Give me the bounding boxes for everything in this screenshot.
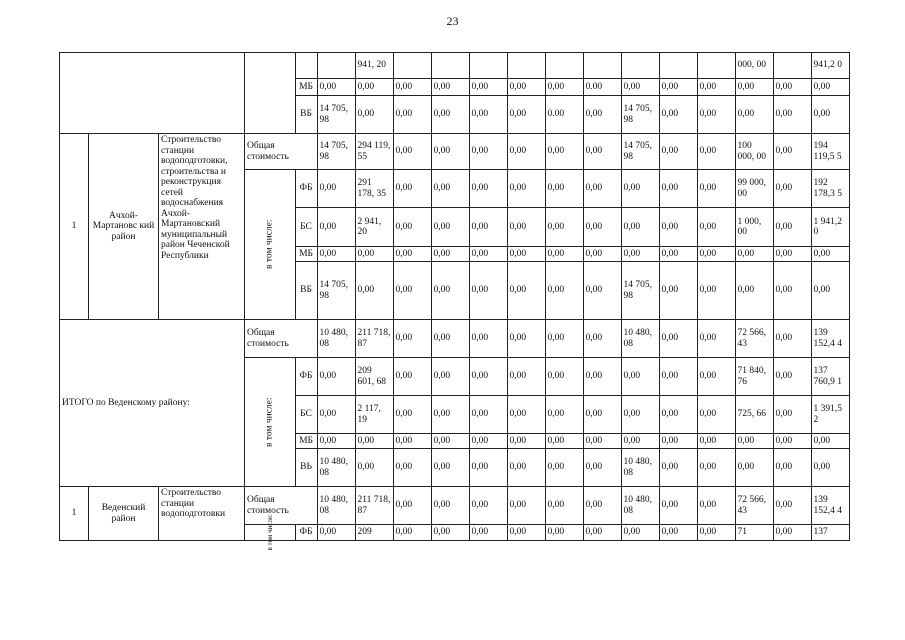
fund-label: МБ bbox=[295, 247, 317, 262]
value-cell: 0,00 bbox=[545, 247, 583, 262]
value-cell: 0,00 bbox=[393, 449, 431, 487]
value-cell bbox=[317, 53, 355, 79]
value-cell: 72 566, 43 bbox=[735, 320, 773, 358]
fund-label: БС bbox=[295, 208, 317, 247]
value-cell: 0,00 bbox=[659, 262, 697, 320]
value-cell: 0,00 bbox=[469, 96, 507, 134]
value-cell: 0,00 bbox=[545, 320, 583, 358]
district-name: Веденский район bbox=[89, 487, 159, 541]
value-cell: 0.00 bbox=[545, 96, 583, 134]
blank-cell bbox=[60, 53, 245, 134]
value-cell: 0,00 bbox=[507, 396, 545, 434]
value-cell: 0,00 bbox=[773, 396, 811, 434]
value-cell: 0,00 bbox=[697, 396, 735, 434]
fund-label: МБ bbox=[295, 79, 317, 96]
value-cell: 0,00 bbox=[507, 262, 545, 320]
value-cell: 0,00 bbox=[355, 96, 393, 134]
value-cell: 0,00 bbox=[621, 525, 659, 541]
value-cell: 0,00 bbox=[393, 96, 431, 134]
total-cost-label: Общая стоимость bbox=[245, 134, 318, 170]
value-cell: 0,00 bbox=[507, 79, 545, 96]
value-cell: 0,00 bbox=[697, 434, 735, 449]
value-cell: 0,00 bbox=[317, 79, 355, 96]
value-cell: 0,00 bbox=[393, 396, 431, 434]
value-cell: 0,00 bbox=[583, 170, 621, 208]
value-cell: 1 391,5 2 bbox=[811, 396, 849, 434]
value-cell: 0,00 bbox=[697, 358, 735, 396]
value-cell: 211 718, 87 bbox=[355, 487, 393, 525]
value-cell: 0.00 bbox=[583, 79, 621, 96]
value-cell: 0,00 bbox=[659, 396, 697, 434]
value-cell: 0,00 bbox=[811, 434, 849, 449]
value-cell: 0,00 bbox=[773, 79, 811, 96]
value-cell: 0,00 bbox=[431, 487, 469, 525]
value-cell: 0,00 bbox=[469, 170, 507, 208]
value-cell: 294 119, 55 bbox=[355, 134, 393, 170]
fund-label: ФБ bbox=[295, 358, 317, 396]
value-cell: 0,00 bbox=[393, 320, 431, 358]
value-cell: 0,00 bbox=[469, 79, 507, 96]
budget-table bbox=[59, 52, 850, 551]
in-that-number-text: в том числе: bbox=[264, 397, 275, 447]
value-cell: 0,00 bbox=[545, 396, 583, 434]
value-cell: 0,00 bbox=[431, 262, 469, 320]
value-cell: 0,00 bbox=[773, 358, 811, 396]
value-cell: 0,00 bbox=[697, 96, 735, 134]
value-cell: 0,00 bbox=[469, 262, 507, 320]
value-cell: 0,00 bbox=[545, 79, 583, 96]
value-cell: 71 840, 76 bbox=[735, 358, 773, 396]
value-cell: 0,00 bbox=[659, 247, 697, 262]
value-cell: 0,00 bbox=[545, 170, 583, 208]
value-cell: 2 117, 19 bbox=[355, 396, 393, 434]
value-cell: 0,00 bbox=[393, 79, 431, 96]
value-cell: 0,00 bbox=[317, 358, 355, 396]
value-cell: 0,00 bbox=[583, 262, 621, 320]
value-cell: 14 705, 98 bbox=[621, 134, 659, 170]
value-cell: 0,00 bbox=[773, 525, 811, 541]
total-cost-label: Общая стоимость bbox=[245, 320, 318, 358]
value-cell: 0,00 bbox=[431, 525, 469, 541]
value-cell: 0,00 bbox=[317, 525, 355, 541]
value-cell: 192 178,3 5 bbox=[811, 170, 849, 208]
value-cell bbox=[507, 53, 545, 79]
value-cell: 0,00 bbox=[583, 208, 621, 247]
value-cell: 0,00 bbox=[773, 247, 811, 262]
value-cell: 10 480, 08 bbox=[621, 449, 659, 487]
value-cell: 209 bbox=[355, 525, 393, 541]
value-cell: 0,00 bbox=[507, 449, 545, 487]
table-row bbox=[60, 320, 850, 358]
fund-label: ФБ bbox=[295, 525, 317, 541]
value-cell: 0,00 bbox=[545, 487, 583, 525]
value-cell: 0,00 bbox=[697, 170, 735, 208]
district-name: Ачхой-Мартановс кий район bbox=[89, 134, 159, 320]
value-cell: 0,00 bbox=[507, 358, 545, 396]
value-cell: 0,00 bbox=[697, 208, 735, 247]
value-cell: 0,00 bbox=[659, 449, 697, 487]
value-cell: 0,00 bbox=[735, 262, 773, 320]
value-cell: 0,00 bbox=[431, 358, 469, 396]
value-cell bbox=[583, 53, 621, 79]
value-cell: 100 000, 00 bbox=[735, 134, 773, 170]
value-cell: 0,00 bbox=[355, 262, 393, 320]
value-cell: 0,00 bbox=[545, 208, 583, 247]
value-cell: 291 178, 35 bbox=[355, 170, 393, 208]
value-cell: 0,00 bbox=[621, 79, 659, 96]
value-cell: 0,00 bbox=[583, 320, 621, 358]
value-cell: 941, 20 bbox=[355, 53, 393, 79]
in-that-number-label bbox=[245, 514, 296, 551]
value-cell: 0,00 bbox=[773, 320, 811, 358]
fund-label: МБ bbox=[295, 434, 317, 449]
value-cell: 0,00 bbox=[583, 96, 621, 134]
value-cell: 0,00 bbox=[393, 434, 431, 449]
value-cell: 71 bbox=[735, 525, 773, 541]
value-cell: 0,00 bbox=[507, 134, 545, 170]
value-cell: 0,00 bbox=[697, 247, 735, 262]
value-cell: 0,00 bbox=[735, 96, 773, 134]
value-cell: 0,00 bbox=[659, 358, 697, 396]
fund-label: ВБ bbox=[295, 262, 317, 320]
value-cell: 0,00 bbox=[773, 262, 811, 320]
value-cell: 0,00 bbox=[697, 320, 735, 358]
value-cell: 0,00 bbox=[583, 134, 621, 170]
value-cell: 0,00 bbox=[659, 525, 697, 541]
value-cell: 10 480, 08 bbox=[317, 487, 355, 525]
fund-label: ВЬ bbox=[295, 449, 317, 487]
value-cell: 0,00 bbox=[355, 449, 393, 487]
value-cell: 0,00 bbox=[317, 434, 355, 449]
value-cell: 0,00 bbox=[583, 396, 621, 434]
value-cell: 0,00 bbox=[317, 247, 355, 262]
value-cell: 0,00 bbox=[659, 320, 697, 358]
value-cell: 0,00 bbox=[545, 358, 583, 396]
value-cell: 0,00 bbox=[545, 525, 583, 541]
value-cell: 0,00 bbox=[431, 96, 469, 134]
in-that-number-label bbox=[245, 170, 296, 320]
value-cell: 10 480, 08 bbox=[317, 449, 355, 487]
value-cell bbox=[697, 53, 735, 79]
value-cell: 10 480, 08 bbox=[621, 487, 659, 525]
value-cell: 0,00 bbox=[507, 247, 545, 262]
value-cell: 139 152,4 4 bbox=[811, 487, 849, 525]
value-cell: 0,00 bbox=[431, 79, 469, 96]
value-cell: 0,00 bbox=[393, 525, 431, 541]
value-cell: 0,00 bbox=[355, 434, 393, 449]
value-cell: 0,00 bbox=[393, 262, 431, 320]
value-cell: 209 601, 68 bbox=[355, 358, 393, 396]
value-cell: 0,00 bbox=[545, 434, 583, 449]
value-cell: 0,00 bbox=[431, 208, 469, 247]
value-cell: 0,00 bbox=[469, 358, 507, 396]
value-cell: 0,00 bbox=[773, 170, 811, 208]
value-cell bbox=[431, 53, 469, 79]
value-cell: 0,00 bbox=[621, 396, 659, 434]
value-cell: 0,00 bbox=[773, 208, 811, 247]
fund-label: ФБ bbox=[295, 170, 317, 208]
value-cell: 0,00 bbox=[507, 208, 545, 247]
value-cell: 1 941,2 0 bbox=[811, 208, 849, 247]
value-cell: 0,00 bbox=[621, 208, 659, 247]
value-cell: 0,00 bbox=[659, 79, 697, 96]
value-cell: 14 705, 98 bbox=[621, 96, 659, 134]
value-cell: 0,00 bbox=[393, 208, 431, 247]
value-cell: 0,00 bbox=[697, 134, 735, 170]
value-cell: 0,00 bbox=[393, 134, 431, 170]
value-cell: 0,00 bbox=[469, 525, 507, 541]
value-cell: 0,00 bbox=[469, 208, 507, 247]
value-cell: 0,00 bbox=[811, 96, 849, 134]
value-cell: 0,00 bbox=[507, 434, 545, 449]
value-cell: 0,00 bbox=[469, 487, 507, 525]
value-cell: 0,00 bbox=[697, 525, 735, 541]
value-cell: 0,00 bbox=[773, 487, 811, 525]
value-cell: 0,00 bbox=[773, 434, 811, 449]
value-cell: 0,00 bbox=[507, 96, 545, 134]
value-cell: 2 941, 20 bbox=[355, 208, 393, 247]
value-cell: 0,00 bbox=[811, 79, 849, 96]
value-cell: 0,00 bbox=[431, 247, 469, 262]
value-cell: 000, 00 bbox=[735, 53, 773, 79]
value-cell bbox=[393, 53, 431, 79]
value-cell: 0,00 bbox=[659, 208, 697, 247]
row-number: 1 bbox=[60, 487, 89, 541]
row-number: 1 bbox=[60, 134, 89, 320]
in-that-number-text: в том числе: bbox=[264, 219, 275, 270]
value-cell: 211 718, 87 bbox=[355, 320, 393, 358]
value-cell: 0,00 bbox=[583, 358, 621, 396]
value-cell: 0,00 bbox=[355, 247, 393, 262]
value-cell: 1 000, 00 bbox=[735, 208, 773, 247]
value-cell: 0,00 bbox=[469, 449, 507, 487]
blank-cell bbox=[295, 53, 317, 79]
value-cell: 0,00 bbox=[659, 487, 697, 525]
value-cell: 0,00 bbox=[469, 134, 507, 170]
value-cell: 139 152,4 4 bbox=[811, 320, 849, 358]
value-cell: 0,00 bbox=[735, 79, 773, 96]
value-cell: 0,00 bbox=[431, 170, 469, 208]
value-cell: 0,00 bbox=[583, 449, 621, 487]
fund-label: БС bbox=[295, 396, 317, 434]
value-cell: 0,00 bbox=[583, 247, 621, 262]
value-cell: 194 119,5 5 bbox=[811, 134, 849, 170]
value-cell: 0,00 bbox=[621, 247, 659, 262]
value-cell bbox=[773, 53, 811, 79]
value-cell: 14 705, 98 bbox=[621, 262, 659, 320]
value-cell: 0,00 bbox=[431, 134, 469, 170]
blank-cell bbox=[245, 53, 296, 134]
table-row bbox=[60, 53, 850, 79]
value-cell: 0,00 bbox=[811, 262, 849, 320]
value-cell: 0,00 bbox=[431, 320, 469, 358]
value-cell: 0,00 bbox=[659, 434, 697, 449]
value-cell: 0,00 bbox=[621, 170, 659, 208]
value-cell: 0,00 bbox=[393, 170, 431, 208]
value-cell: 0,00 bbox=[393, 247, 431, 262]
value-cell: 0,00 bbox=[469, 320, 507, 358]
value-cell: 0,00 bbox=[697, 487, 735, 525]
value-cell: 0,00 bbox=[583, 525, 621, 541]
value-cell: 0,00 bbox=[393, 358, 431, 396]
value-cell: 0,00 bbox=[773, 449, 811, 487]
project-description: Строительство станции водоподготовки bbox=[159, 487, 245, 541]
value-cell: 0,00 bbox=[431, 434, 469, 449]
value-cell: 0,00 bbox=[735, 449, 773, 487]
value-cell: 0,00 bbox=[507, 487, 545, 525]
value-cell: 0,00 bbox=[583, 487, 621, 525]
table-row bbox=[60, 134, 850, 170]
value-cell: 137 bbox=[811, 525, 849, 541]
value-cell: 0,00 bbox=[697, 262, 735, 320]
value-cell bbox=[621, 53, 659, 79]
value-cell: 0,00 bbox=[697, 79, 735, 96]
project-description: Строительство станции водоподготовки, строительства и реконструкция сетей водоснабжения Ачхой-Мартановский муниципальный район Чеченской Республики bbox=[159, 134, 245, 320]
value-cell: 0,00 bbox=[811, 449, 849, 487]
value-cell bbox=[545, 53, 583, 79]
value-cell: 0,00 bbox=[735, 247, 773, 262]
value-cell: 0,00 bbox=[735, 434, 773, 449]
value-cell: 0,00 bbox=[659, 170, 697, 208]
value-cell: 0,00 bbox=[545, 449, 583, 487]
value-cell: 14 705, 98 bbox=[317, 262, 355, 320]
value-cell: 10 480, 08 bbox=[621, 320, 659, 358]
value-cell: 0,00 bbox=[507, 525, 545, 541]
value-cell: 941,2 0 bbox=[811, 53, 849, 79]
value-cell: 137 760,9 1 bbox=[811, 358, 849, 396]
value-cell: 99 000, 00 bbox=[735, 170, 773, 208]
value-cell: 0,00 bbox=[507, 170, 545, 208]
value-cell: 725, 66 bbox=[735, 396, 773, 434]
value-cell: 0,00 bbox=[317, 170, 355, 208]
value-cell: 0,00 bbox=[659, 134, 697, 170]
value-cell: 0,00 bbox=[773, 134, 811, 170]
value-cell: 72 566, 43 bbox=[735, 487, 773, 525]
value-cell: 14 705, 98 bbox=[317, 134, 355, 170]
value-cell: 0,00 bbox=[621, 358, 659, 396]
value-cell: 0,00 bbox=[811, 247, 849, 262]
value-cell: 0,00 bbox=[431, 449, 469, 487]
value-cell: 0,00 bbox=[431, 396, 469, 434]
value-cell: 0,00 bbox=[697, 449, 735, 487]
value-cell bbox=[659, 53, 697, 79]
total-district-label: ИТОГО по Веденскому району: bbox=[60, 320, 245, 487]
value-cell: 0,00 bbox=[545, 262, 583, 320]
value-cell: 0,00 bbox=[773, 96, 811, 134]
value-cell: 0,00 bbox=[469, 396, 507, 434]
in-that-number-text: в том числе: bbox=[265, 514, 274, 551]
value-cell: 10 480, 08 bbox=[317, 320, 355, 358]
value-cell: 0,00 bbox=[469, 434, 507, 449]
value-cell: 0,00 bbox=[469, 247, 507, 262]
value-cell: 0,00 bbox=[393, 487, 431, 525]
value-cell: 14 705, 98 bbox=[317, 96, 355, 134]
value-cell: 0,00 bbox=[583, 434, 621, 449]
page-number: 23 bbox=[446, 14, 459, 28]
total-cost-label: Общая стоимость bbox=[245, 487, 318, 525]
value-cell: 0,00 bbox=[355, 79, 393, 96]
value-cell: 0,00 bbox=[659, 96, 697, 134]
value-cell: 0,00 bbox=[507, 320, 545, 358]
in-that-number-label bbox=[245, 358, 296, 487]
value-cell: 0,00 bbox=[317, 208, 355, 247]
value-cell: 0,00 bbox=[317, 396, 355, 434]
table-row bbox=[60, 487, 850, 525]
value-cell bbox=[469, 53, 507, 79]
value-cell: 0,00 bbox=[621, 434, 659, 449]
fund-label: ВБ bbox=[295, 96, 317, 134]
value-cell: 0,00 bbox=[545, 134, 583, 170]
